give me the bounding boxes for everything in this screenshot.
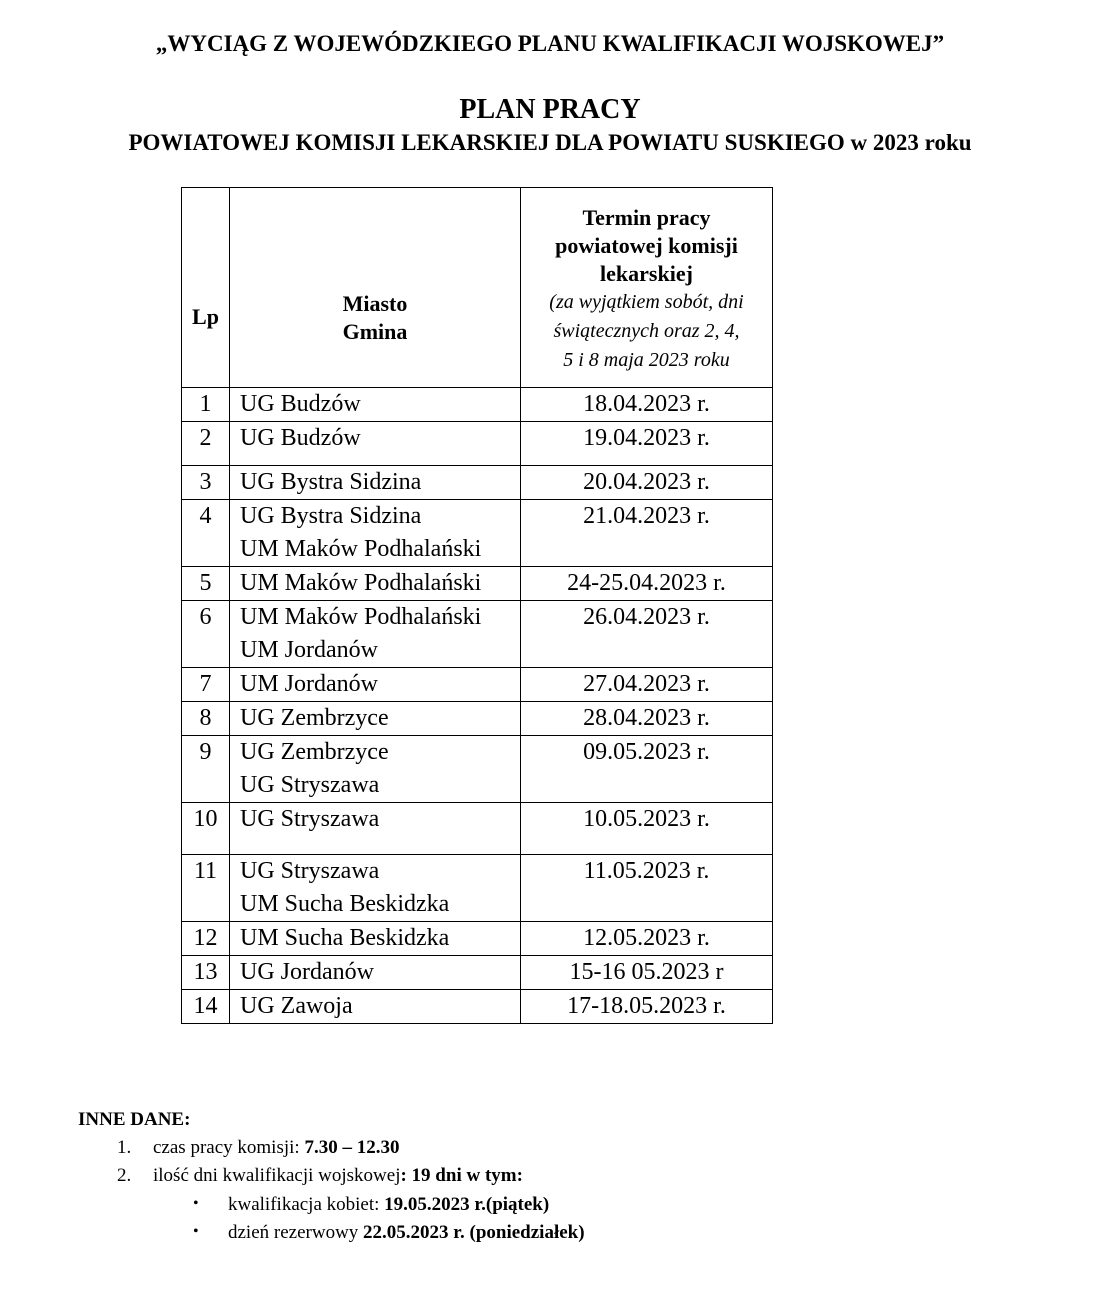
- row-date: 11.05.2023 r.: [521, 855, 773, 922]
- row-date: 15-16 05.2023 r: [521, 956, 773, 990]
- header-term-line1: Termin pracy: [582, 204, 711, 230]
- plan-subtitle: POWIATOWEJ KOMISJI LEKARSKIEJ DLA POWIATU SUSKIEGO w 2023 roku: [128, 130, 972, 155]
- row-city: UM Maków Podhalański: [240, 570, 482, 596]
- table-row: [182, 702, 773, 736]
- plan-title: PLAN PRACY: [459, 94, 641, 125]
- bullet-item-2-label: dzień rezerwowy: [228, 1222, 364, 1243]
- table-row: [182, 601, 773, 668]
- list-item-2-label: ilość dni kwalifikacji wojskowej: [153, 1165, 401, 1186]
- row-lp: 10: [182, 803, 230, 855]
- row-lp: 14: [182, 990, 230, 1024]
- list-item-1-label: czas pracy komisji:: [153, 1137, 305, 1158]
- row-city: UG Zembrzyce: [240, 739, 389, 765]
- bullet-item-1-label: kwalifikacja kobiet:: [228, 1194, 385, 1215]
- row-lp: 12: [182, 922, 230, 956]
- row-city: UG Stryszawa: [240, 772, 380, 798]
- row-date: 28.04.2023 r.: [521, 702, 773, 736]
- row-city: UM Jordanów: [240, 637, 378, 663]
- table-row: [182, 466, 773, 500]
- row-date: 27.04.2023 r.: [521, 668, 773, 702]
- table-row: [182, 567, 773, 601]
- schedule-table: [181, 187, 773, 1024]
- header-city-line2: Gmina: [342, 318, 408, 344]
- header-lp: Lp: [182, 188, 230, 388]
- row-cities: [230, 388, 521, 422]
- row-cities: [230, 803, 521, 855]
- table-row: [182, 922, 773, 956]
- row-cities: [230, 855, 521, 922]
- table-row: [182, 388, 773, 422]
- other-data-title: INNE DANE:: [78, 1109, 191, 1130]
- header-term-note1: (za wyjątkiem sobót, dni: [549, 290, 744, 313]
- row-cities: [230, 990, 521, 1024]
- list-item-1-value: 7.30 – 12.30: [304, 1137, 400, 1158]
- table-header-row: [182, 188, 773, 388]
- row-cities: [230, 466, 521, 500]
- bullet-item-2-value: 22.05.2023 r. (poniedziałek): [363, 1222, 585, 1243]
- row-city: UM Maków Podhalański: [240, 604, 482, 630]
- row-lp: 4: [182, 500, 230, 567]
- table-row: [182, 736, 773, 803]
- header-term: [521, 188, 773, 388]
- row-date: 24-25.04.2023 r.: [521, 567, 773, 601]
- list-item-2: [117, 1165, 523, 1187]
- row-city: UG Budzów: [240, 425, 361, 451]
- table-row: [182, 956, 773, 990]
- row-city: UM Sucha Beskidzka: [240, 925, 450, 951]
- bullet-icon: •: [193, 1223, 199, 1240]
- row-city: UG Jordanów: [240, 959, 374, 985]
- table-row: [182, 668, 773, 702]
- row-cities: [230, 702, 521, 736]
- table-row: [182, 500, 773, 567]
- list-item-1: [117, 1137, 400, 1159]
- row-city: UG Stryszawa: [240, 806, 380, 832]
- bullet-item-1-value: 19.05.2023 r.(piątek): [384, 1194, 550, 1215]
- row-lp: 7: [182, 668, 230, 702]
- row-date: 17-18.05.2023 r.: [521, 990, 773, 1024]
- row-lp: 9: [182, 736, 230, 803]
- other-data: [78, 1109, 190, 1131]
- row-lp: 5: [182, 567, 230, 601]
- row-date: 09.05.2023 r.: [521, 736, 773, 803]
- row-lp: 6: [182, 601, 230, 668]
- row-city: UM Maków Podhalański: [240, 536, 482, 562]
- row-cities: [230, 736, 521, 803]
- header-term-note2: świątecznych oraz 2, 4,: [553, 319, 740, 342]
- row-city: UM Sucha Beskidzka: [240, 891, 450, 917]
- row-city: UG Zembrzyce: [240, 705, 389, 731]
- header-term-line2: powiatowej komisji: [555, 232, 738, 258]
- table-row: [182, 855, 773, 922]
- table-row: [182, 422, 773, 466]
- bullet-icon: •: [193, 1195, 199, 1212]
- row-cities: [230, 668, 521, 702]
- row-lp: 3: [182, 466, 230, 500]
- row-date: 19.04.2023 r.: [521, 422, 773, 466]
- row-cities: [230, 956, 521, 990]
- row-city: UG Bystra Sidzina: [240, 469, 422, 495]
- header-term-line3: lekarskiej: [600, 260, 693, 286]
- document-title: „WYCIĄG Z WOJEWÓDZKIEGO PLANU KWALIFIKACJI WOJSKOWEJ”: [155, 31, 945, 56]
- row-lp: 11: [182, 855, 230, 922]
- row-cities: [230, 922, 521, 956]
- row-cities: [230, 567, 521, 601]
- row-lp: 13: [182, 956, 230, 990]
- row-city: UG Bystra Sidzina: [240, 503, 422, 529]
- list-item-1-number: 1.: [117, 1137, 132, 1158]
- header-term-note3: 5 i 8 maja 2023 roku: [563, 348, 730, 371]
- header-city: [230, 188, 521, 388]
- header-city-line1: Miasto: [342, 290, 408, 316]
- row-city: UM Jordanów: [240, 671, 378, 697]
- row-city: UG Budzów: [240, 391, 361, 417]
- table-row: [182, 803, 773, 855]
- list-item-2-value: : 19 dni w tym:: [400, 1165, 523, 1186]
- row-lp: 1: [182, 388, 230, 422]
- row-cities: [230, 601, 521, 668]
- row-cities: [230, 422, 521, 466]
- row-city: UG Stryszawa: [240, 858, 380, 884]
- table-row: [182, 990, 773, 1024]
- row-date: 26.04.2023 r.: [521, 601, 773, 668]
- row-date: 21.04.2023 r.: [521, 500, 773, 567]
- list-item-2-number: 2.: [117, 1165, 132, 1186]
- row-lp: 8: [182, 702, 230, 736]
- row-date: 20.04.2023 r.: [521, 466, 773, 500]
- row-city: UG Zawoja: [240, 993, 353, 1019]
- row-lp: 2: [182, 422, 230, 466]
- row-date: 10.05.2023 r.: [521, 803, 773, 855]
- row-cities: [230, 500, 521, 567]
- row-date: 12.05.2023 r.: [521, 922, 773, 956]
- row-date: 18.04.2023 r.: [521, 388, 773, 422]
